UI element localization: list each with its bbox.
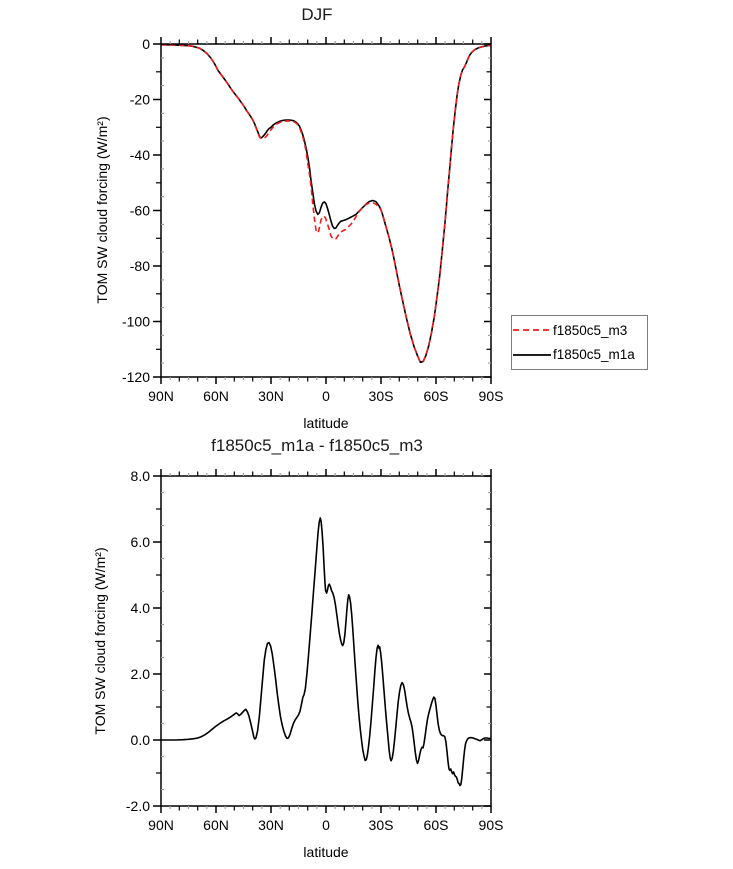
- y-tick-label: 2.0: [130, 665, 150, 682]
- top-chart-title: DJF: [301, 5, 333, 24]
- x-tick-label: 30S: [368, 817, 394, 833]
- y-tick-label: -80: [129, 257, 150, 274]
- top-chart-ylabel: TOM SW cloud forcing (W/m²): [94, 116, 110, 304]
- y-tick-label: 0: [142, 35, 150, 52]
- legend-line-dashed-icon: [512, 324, 552, 336]
- x-tick-label: 30S: [368, 388, 394, 404]
- y-tick-label: -120: [121, 368, 150, 385]
- bottom-chart-ylabel: TOM SW cloud forcing (W/m²): [92, 547, 108, 735]
- y-tick-label: -20: [129, 91, 150, 108]
- legend-item-m3: [512, 318, 647, 342]
- y-tick-label: -40: [129, 146, 150, 163]
- x-tick-label: 60S: [423, 817, 449, 833]
- legend: [511, 315, 648, 370]
- legend-label-m1a: f1850c5_m1a: [553, 347, 635, 363]
- x-tick-label: 90N: [148, 817, 174, 833]
- plot-area-0: [161, 45, 491, 363]
- x-tick-label: 0: [322, 388, 330, 404]
- y-tick-label: -100: [121, 313, 150, 330]
- y-tick-label: 0.0: [130, 731, 150, 748]
- plot-frame: [161, 476, 491, 806]
- y-tick-label: -2.0: [125, 797, 150, 814]
- x-tick-label: 90S: [478, 817, 504, 833]
- x-tick-label: 30N: [258, 388, 284, 404]
- series-line-f1850c5-m1a-f1850c5-m3: [161, 518, 491, 786]
- x-tick-label: 90S: [478, 388, 504, 404]
- legend-line-solid-icon: [512, 349, 552, 361]
- y-tick-label: 4.0: [130, 599, 150, 616]
- x-tick-label: 90N: [148, 388, 174, 404]
- legend-item-m1a: [512, 343, 647, 367]
- legend-label-m3: f1850c5_m3: [553, 322, 628, 338]
- x-tick-label: 30N: [258, 817, 284, 833]
- x-tick-label: 60N: [203, 388, 229, 404]
- top-chart-xlabel: latitude: [303, 415, 349, 431]
- plot-frame: [161, 44, 491, 377]
- bottom-chart-xlabel: latitude: [303, 844, 349, 860]
- y-tick-label: 6.0: [130, 533, 150, 550]
- y-tick-label: -60: [129, 202, 150, 219]
- series-line-f1850c5-m1a: [161, 45, 491, 363]
- x-tick-label: 60N: [203, 817, 229, 833]
- y-tick-label: 8.0: [130, 467, 150, 484]
- plot-area-1: [161, 518, 491, 786]
- x-tick-label: 0: [322, 817, 330, 833]
- x-tick-label: 60S: [423, 388, 449, 404]
- bottom-chart-title: f1850c5_m1a - f1850c5_m3: [211, 436, 423, 455]
